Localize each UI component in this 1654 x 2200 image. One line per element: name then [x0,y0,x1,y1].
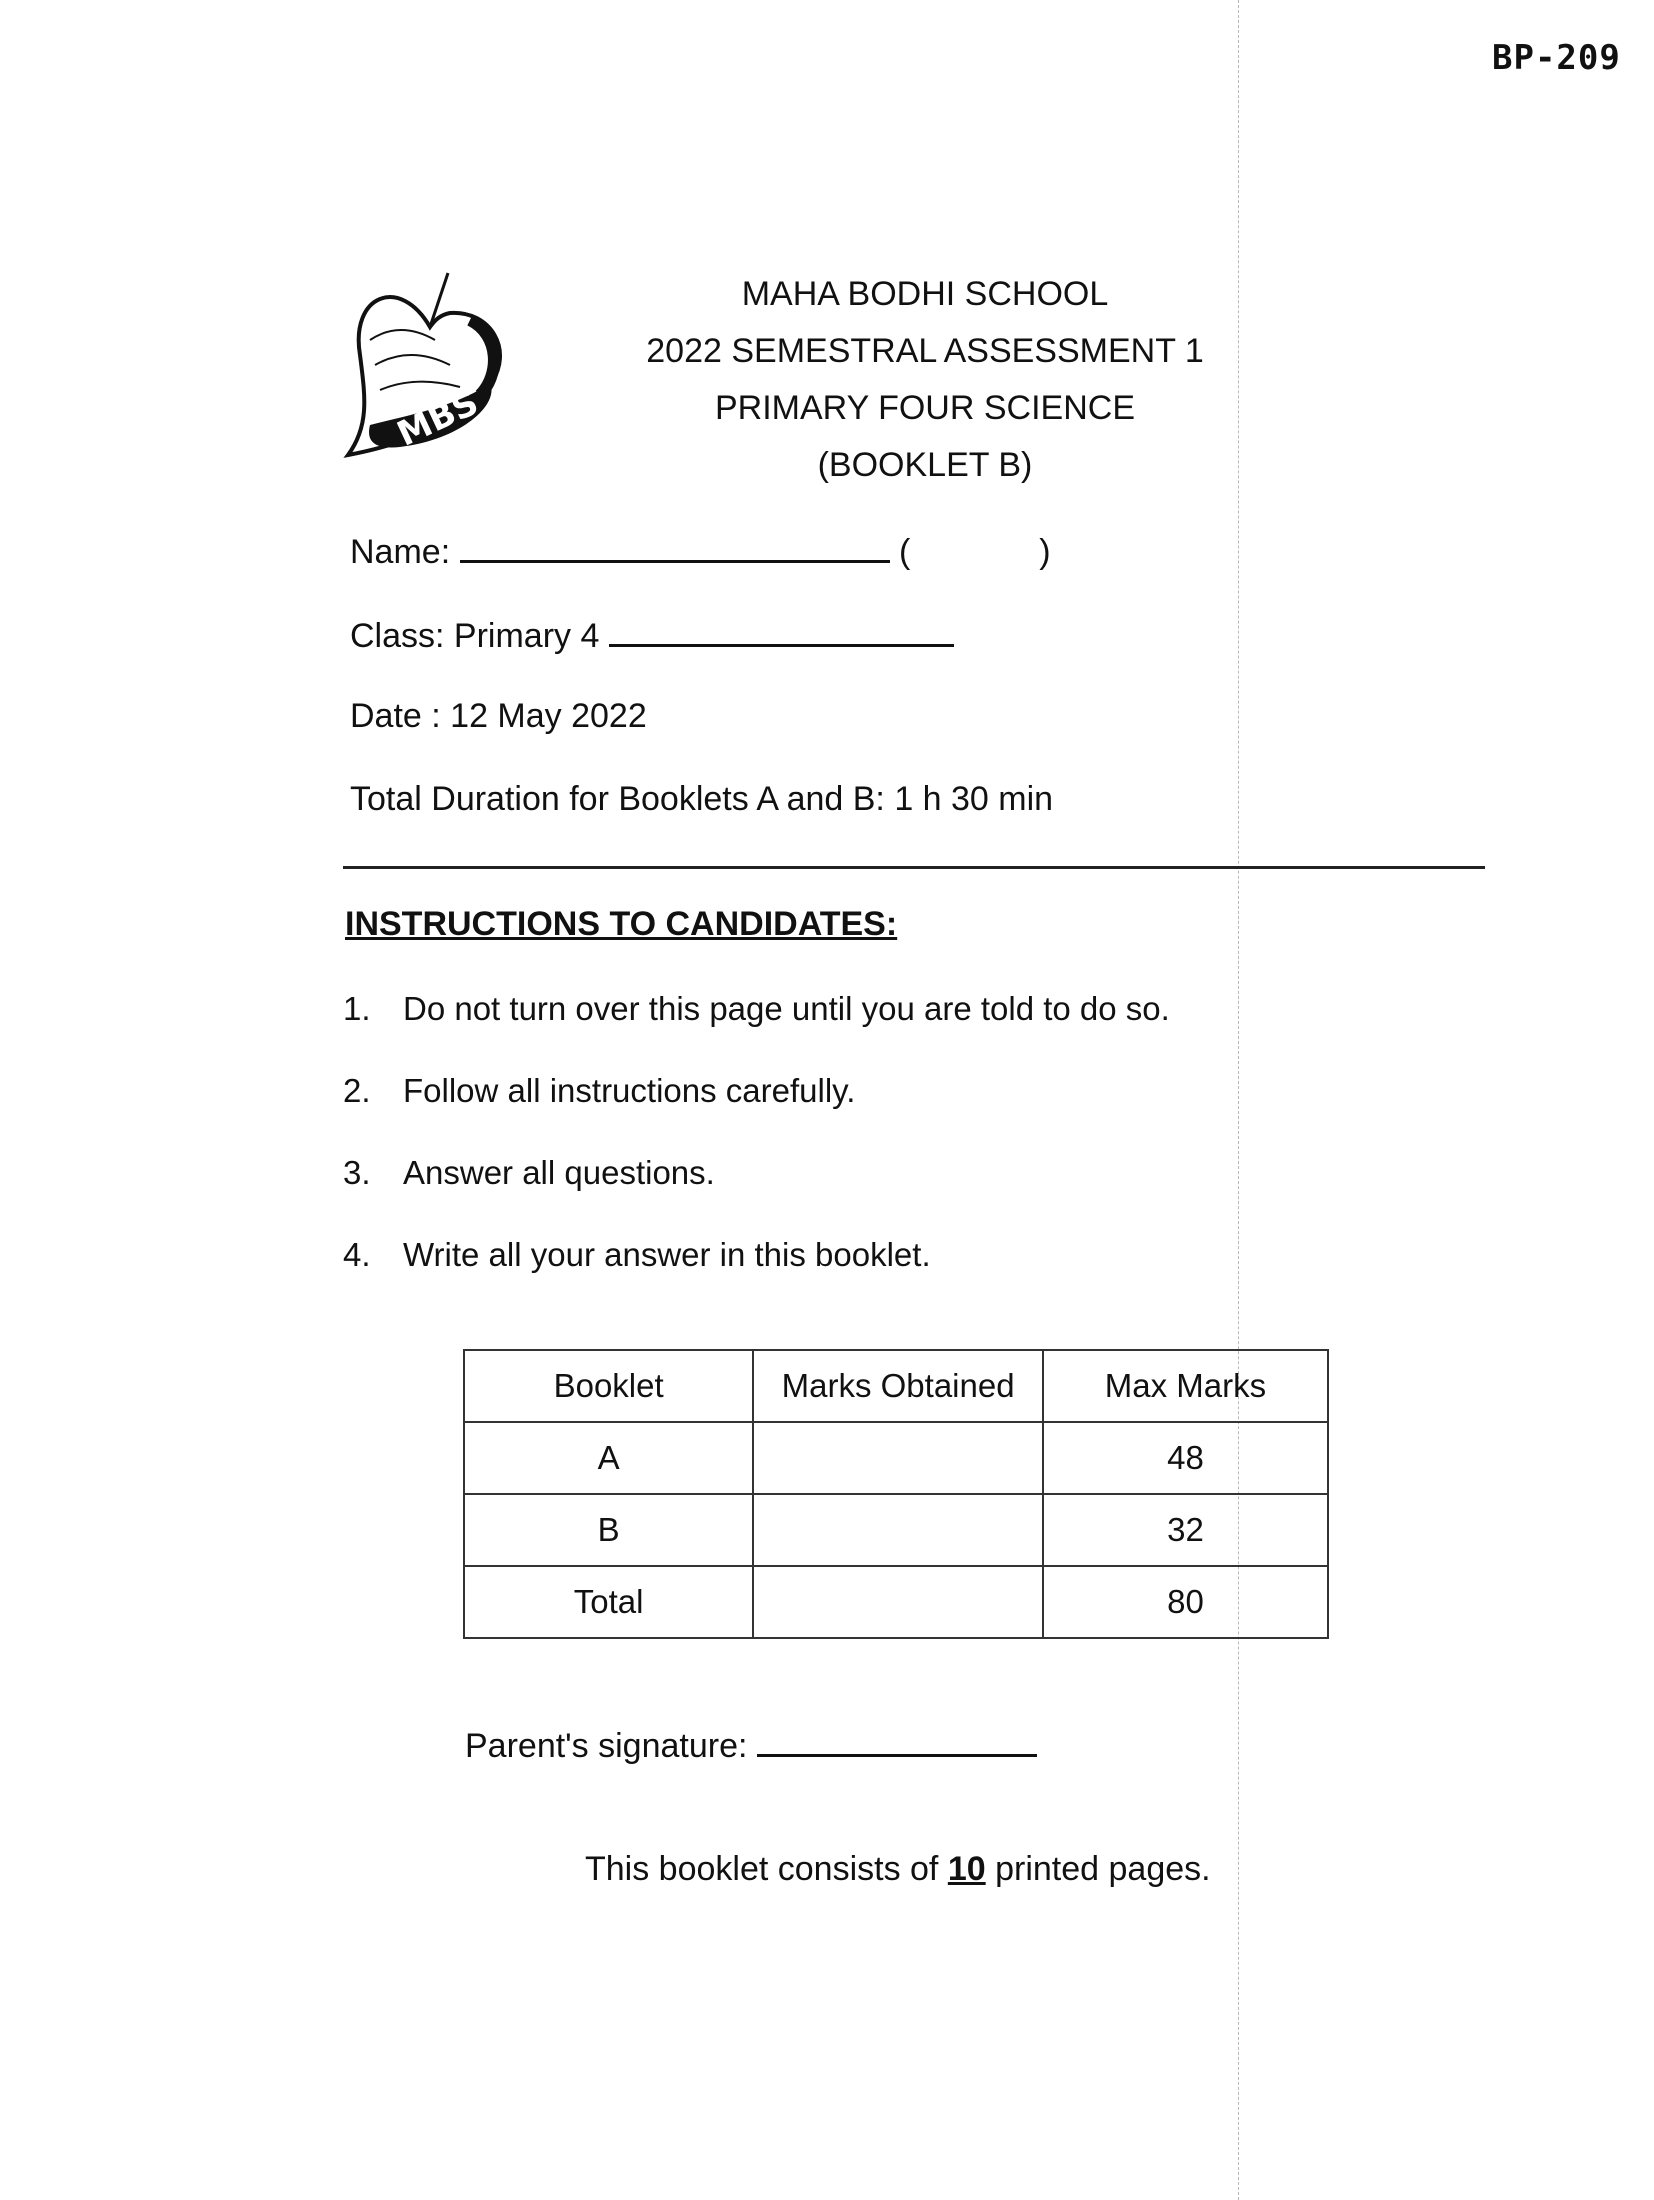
instruction-text: Follow all instructions carefully. [403,1072,856,1109]
assessment-title: 2022 SEMESTRAL ASSESSMENT 1 [646,332,1204,370]
header-booklet: Booklet [464,1350,753,1422]
max-marks-cell: 80 [1043,1566,1328,1638]
booklet-cell: Total [464,1566,753,1638]
school-name: MAHA BODHI SCHOOL [741,275,1109,313]
marks-table [463,1349,1329,1639]
class-field [350,614,954,656]
scan-fold-line [1238,0,1239,2200]
marks-table-header-row [464,1350,1328,1422]
booklet-cell: A [464,1422,753,1494]
index-open-paren: ( [899,533,911,571]
instructions-title: INSTRUCTIONS TO CANDIDATES: [345,905,898,943]
date-field: Date : 12 May 2022 [350,697,647,735]
marks-obtained-cell[interactable] [753,1494,1043,1566]
instruction-text: Answer all questions. [403,1154,715,1191]
instruction-number: 2. [343,1072,371,1109]
table-row [464,1566,1328,1638]
logo-text: MBS [391,382,485,455]
divider-line [343,866,1485,869]
instruction-text: Do not turn over this page until you are told to do so. [403,990,1170,1027]
name-blank[interactable] [460,530,890,563]
page-count-note [585,1850,1211,1889]
max-marks-cell: 32 [1043,1494,1328,1566]
name-field [350,530,1051,572]
name-label: Name: [350,533,451,571]
instruction-number: 3. [343,1154,371,1191]
instruction-text: Write all your answer in this booklet. [403,1236,931,1273]
duration-field: Total Duration for Booklets A and B: 1 h 30 min [350,780,1054,818]
signature-blank[interactable] [757,1724,1037,1757]
page-count-number: 10 [947,1850,986,1888]
header-marks-obtained: Marks Obtained [753,1350,1043,1422]
marks-obtained-cell[interactable] [753,1422,1043,1494]
instruction-item [343,1072,855,1110]
class-blank[interactable] [609,614,954,647]
subject-title: PRIMARY FOUR SCIENCE [714,389,1136,427]
instruction-item [343,990,1170,1028]
document-header [620,266,1230,494]
index-close-paren: ) [1039,533,1051,571]
document-code: BP-209 [1492,38,1621,78]
page-count-prefix: This booklet consists of [585,1850,948,1888]
school-logo [340,265,520,460]
header-max-marks: Max Marks [1043,1350,1328,1422]
parent-signature-field [465,1724,1037,1766]
booklet-cell: B [464,1494,753,1566]
marks-obtained-cell[interactable] [753,1566,1043,1638]
instruction-number: 4. [343,1236,371,1273]
booklet-title: (BOOKLET B) [817,446,1033,484]
instruction-item [343,1154,715,1192]
table-row [464,1494,1328,1566]
instruction-item [343,1236,931,1274]
table-row [464,1422,1328,1494]
page-count-suffix: printed pages. [985,1850,1211,1888]
max-marks-cell: 48 [1043,1422,1328,1494]
signature-label: Parent's signature: [465,1727,748,1765]
instruction-number: 1. [343,990,371,1027]
class-label: Class: Primary 4 [350,617,600,655]
